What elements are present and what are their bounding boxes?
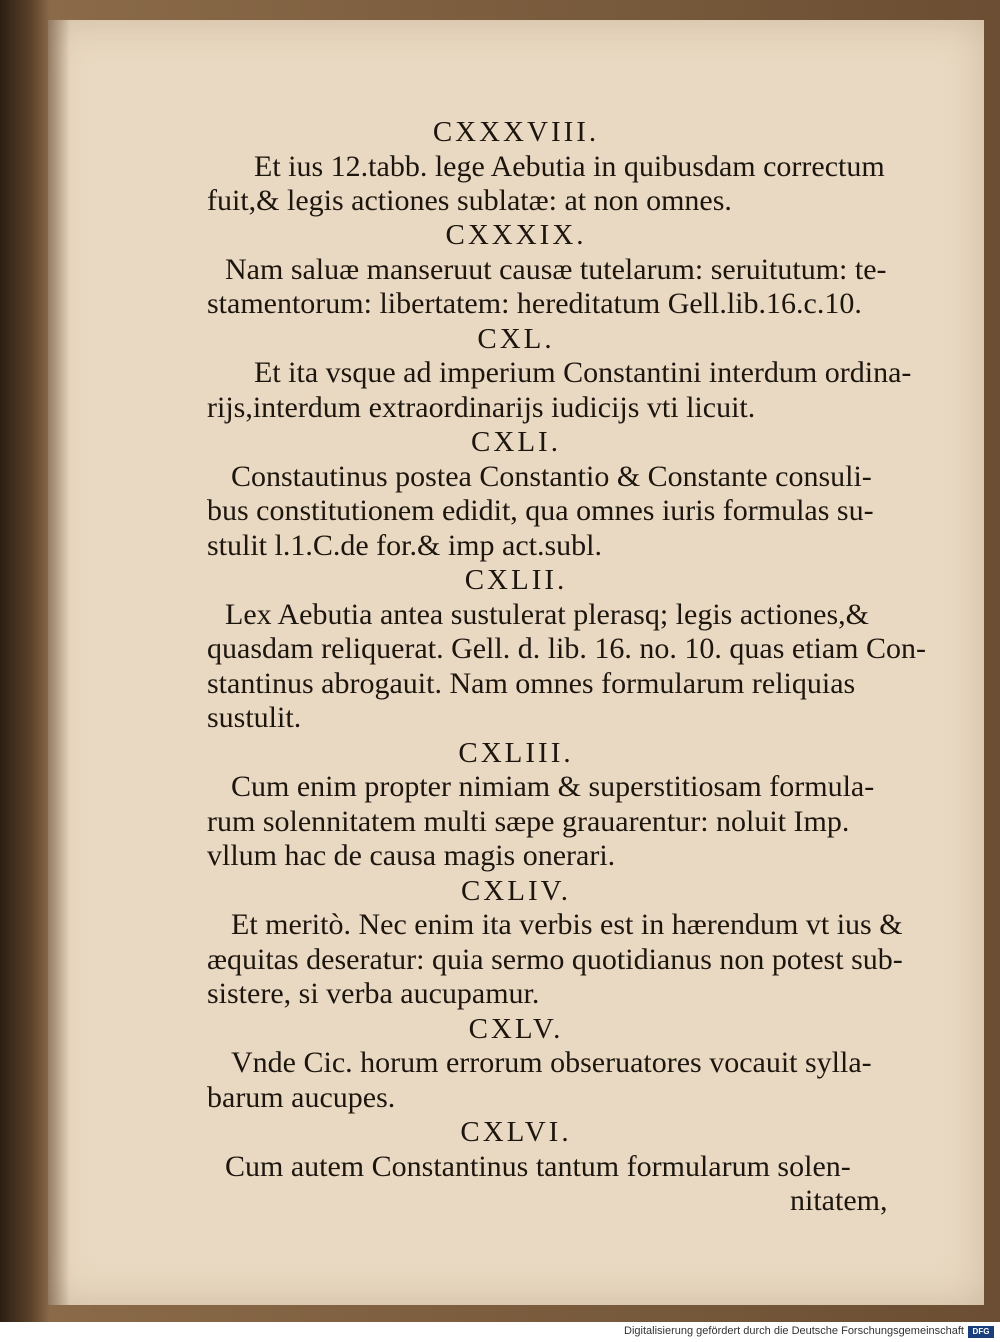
text-line: bus constitutionem edidit, qua omnes iuris formulas su- — [207, 494, 874, 527]
footer-credit-text: Digitalisierung gefördert durch die Deutsche Forschungsgemeinschaft — [624, 1325, 964, 1337]
section-heading: CXL. — [477, 323, 555, 355]
section-heading: CXXXVIII. — [432, 116, 600, 148]
text-line: Lex Aebutia antea sustulerat plerasq; legis actiones,& — [225, 598, 869, 631]
document-page — [48, 20, 984, 1305]
section-heading: CXXXIX. — [445, 219, 587, 251]
text-line: Constautinus postea Constantio & Constante consuli- — [231, 460, 872, 493]
text-line: rum solennitatem multi sæpe grauarentur: noluit Imp. — [207, 805, 850, 838]
text-line: fuit,& legis actiones sublatæ: at non omnes. — [207, 184, 732, 217]
section-heading: CXLI. — [471, 426, 561, 458]
section-heading: CXLVI. — [460, 1116, 572, 1148]
text-line: barum aucupes. — [207, 1081, 396, 1114]
text-line: quasdam reliquerat. Gell. d. lib. 16. no. 10. quas etiam Con- — [207, 632, 927, 665]
text-line: Cum enim propter nimiam & superstitiosam formula- — [231, 770, 875, 803]
text-line: stulit l.1.C.de for.& imp act.subl. — [207, 529, 602, 562]
text-line: rijs,interdum extraordinarijs iudicijs vti licuit. — [207, 391, 756, 424]
section-heading: CXLIV. — [460, 875, 572, 907]
page-gutter-shadow — [48, 20, 70, 1305]
text-line: Et ita vsque ad imperium Constantini interdum ordina- — [254, 356, 912, 389]
section-heading: CXLV. — [468, 1013, 564, 1045]
text-line: nitatem, — [790, 1184, 888, 1217]
text-line: Nam saluæ manseruut causæ tutelarum: seruitutum: te- — [225, 253, 887, 286]
section-heading: CXLII. — [464, 564, 568, 596]
section-heading: CXLIII. — [458, 737, 574, 769]
text-line: stamentorum: libertatem: hereditatum Gell.lib.16.c.10. — [207, 287, 862, 320]
text-line: sistere, si verba aucupamur. — [207, 977, 540, 1010]
text-line: vllum hac de causa magis onerari. — [207, 839, 616, 872]
text-line: stantinus abrogauit. Nam omnes formularum reliquias — [207, 667, 856, 700]
text-line: æquitas deseratur: quia sermo quotidianus non potest sub- — [207, 943, 903, 976]
text-line: sustulit. — [207, 701, 302, 734]
text-line: Et meritò. Nec enim ita verbis est in hærendum vt ius & — [231, 908, 903, 941]
text-line: Et ius 12.tabb. lege Aebutia in quibusdam correctum — [254, 150, 885, 183]
dfg-logo: DFG — [968, 1326, 994, 1338]
text-line: Vnde Cic. horum errorum obseruatores vocauit sylla- — [231, 1046, 872, 1079]
digitization-footer — [0, 1322, 1000, 1342]
text-line: Cum autem Constantinus tantum formularum solen- — [225, 1150, 851, 1183]
